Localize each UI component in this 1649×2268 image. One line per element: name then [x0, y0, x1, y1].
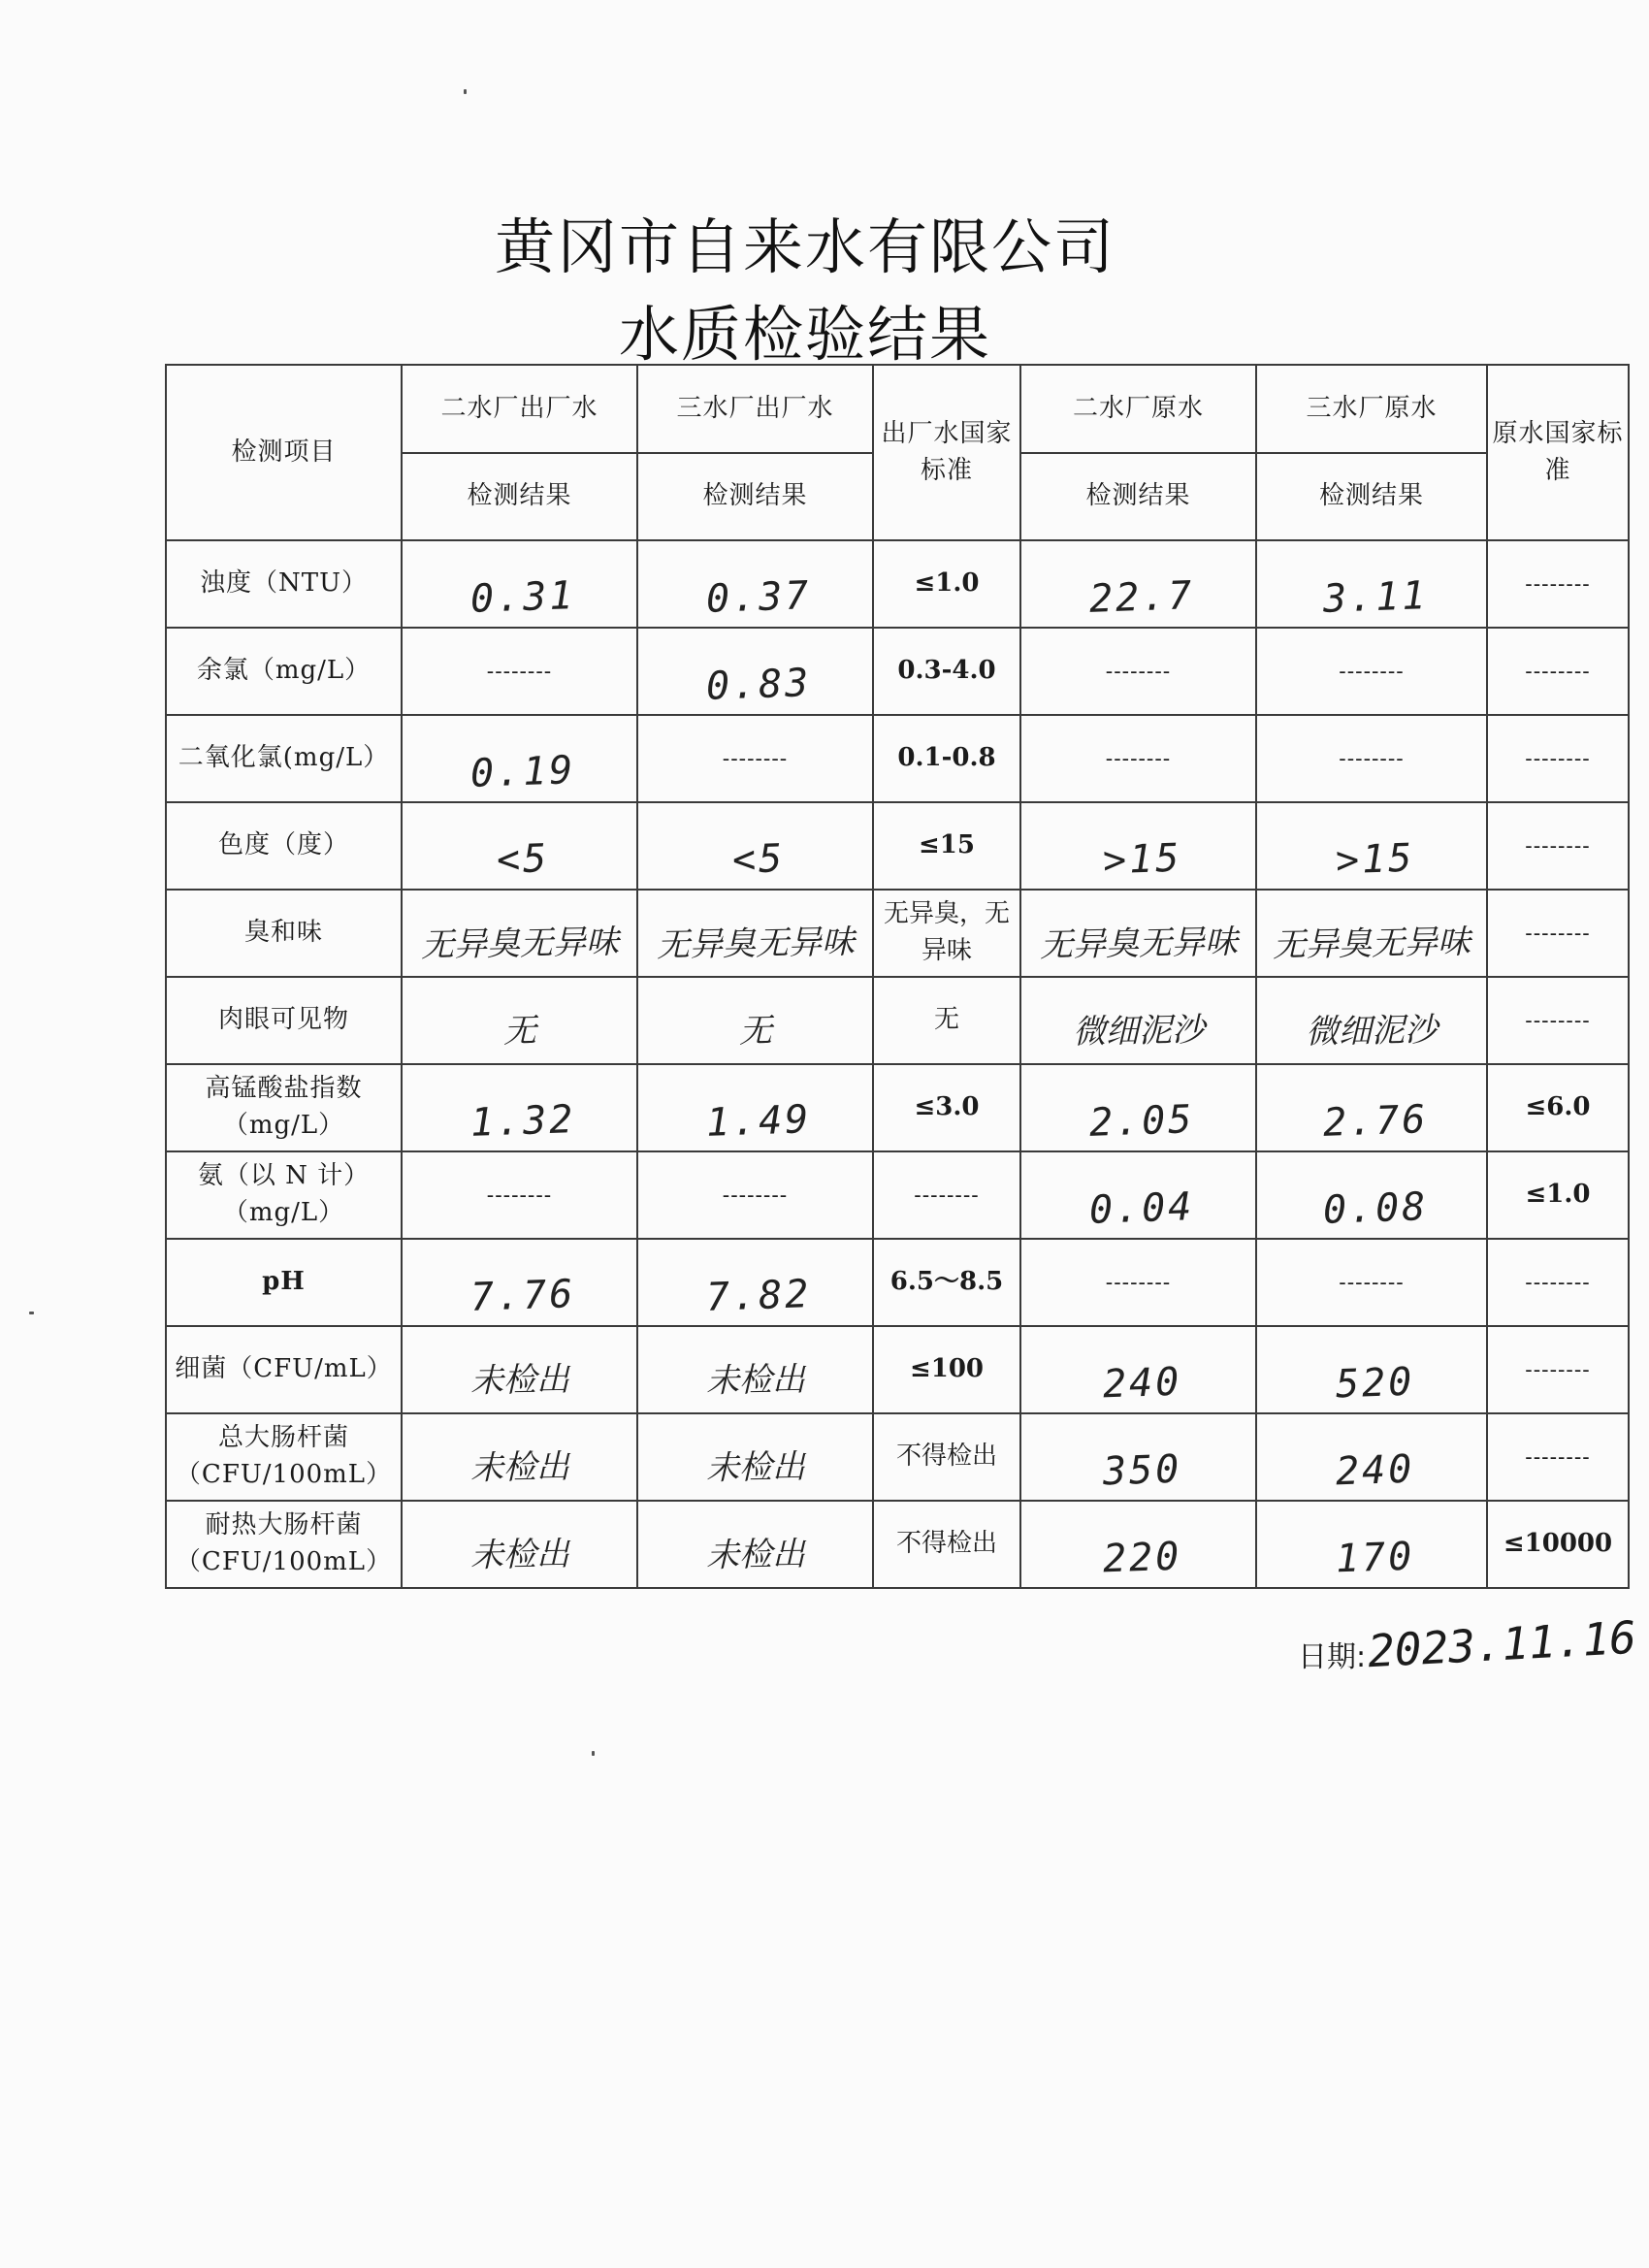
cell-p3out: [637, 628, 873, 715]
cell-p2raw-value: 2.05: [1088, 1097, 1196, 1146]
cell-p2out: [402, 1239, 637, 1326]
cell-p2out-value: <5: [496, 836, 551, 883]
header-plant2-raw: 二水厂原水: [1020, 365, 1256, 453]
cell-raw_std-value: --------: [1525, 922, 1591, 947]
cell-item: [166, 1239, 402, 1326]
cell-item-value: 色度（度）: [217, 830, 349, 860]
cell-raw_std-value: --------: [1525, 660, 1591, 685]
date-value: 2023.11.16: [1366, 1610, 1638, 1678]
cell-p3raw: [1256, 802, 1487, 890]
cell-p3out: [637, 1413, 873, 1501]
cell-p2raw-value: 350: [1102, 1446, 1182, 1495]
scan-speck: [464, 89, 467, 94]
cell-out_std: [873, 1501, 1020, 1588]
cell-p2out: [402, 1326, 637, 1413]
cell-p2raw-value: 微细泥沙: [1072, 1011, 1205, 1053]
cell-p3out-value: 未检出: [705, 1447, 805, 1489]
header-plant3-out: 三水厂出厂水: [637, 365, 873, 453]
cell-item-value: 二氧化氯(mg/L）: [178, 743, 390, 773]
cell-p2raw-value: 0.04: [1088, 1184, 1196, 1233]
cell-p3out: [637, 802, 873, 890]
cell-raw_std-value: ≤1.0: [1525, 1180, 1591, 1210]
cell-raw_std-value: ≤6.0: [1525, 1092, 1591, 1122]
scan-speck: [592, 1751, 595, 1756]
table-row: [166, 890, 1629, 977]
header-out-standard: 出厂水国家标准: [873, 365, 1020, 540]
cell-out_std: [873, 1064, 1020, 1151]
cell-item: [166, 1326, 402, 1413]
header-plant2-out: 二水厂出厂水: [402, 365, 637, 453]
cell-p2out-value: --------: [486, 660, 553, 685]
cell-p2raw: [1020, 802, 1256, 890]
cell-p2out-value: 未检出: [469, 1447, 569, 1489]
cell-out_std: [873, 1413, 1020, 1501]
cell-out_std-value: --------: [914, 1183, 980, 1209]
cell-out_std-value: ≤1.0: [914, 568, 980, 599]
cell-raw_std-value: --------: [1525, 1009, 1591, 1034]
table-row: [166, 540, 1629, 628]
cell-p3out-value: <5: [731, 836, 787, 883]
cell-p2out: [402, 715, 637, 802]
cell-p2raw-value: --------: [1105, 747, 1172, 772]
cell-p2raw: [1020, 977, 1256, 1064]
cell-p2raw-value: 220: [1102, 1534, 1182, 1582]
cell-p2raw-value: >15: [1102, 835, 1182, 884]
cell-p3out-value: 0.83: [705, 661, 813, 709]
cell-out_std-value: 无: [933, 1005, 959, 1035]
cell-p3out: [637, 1326, 873, 1413]
cell-out_std-value: 6.5～8.5: [889, 1267, 1004, 1297]
cell-p3out: [637, 1151, 873, 1239]
cell-p2out: [402, 1413, 637, 1501]
cell-p3out-value: 7.82: [705, 1272, 813, 1320]
water-quality-table: [165, 364, 1630, 1589]
cell-p3raw: [1256, 1064, 1487, 1151]
cell-p3raw: [1256, 1151, 1487, 1239]
cell-raw_std-value: --------: [1525, 1271, 1591, 1296]
cell-p3out: [637, 540, 873, 628]
cell-raw_std: [1487, 1413, 1629, 1501]
cell-out_std: [873, 1326, 1020, 1413]
cell-raw_std: [1487, 1151, 1629, 1239]
cell-raw_std: [1487, 540, 1629, 628]
header-result-3: 检测结果: [1020, 453, 1256, 540]
cell-p3raw: [1256, 540, 1487, 628]
cell-out_std: [873, 1151, 1020, 1239]
cell-p2raw: [1020, 1064, 1256, 1151]
cell-p2raw: [1020, 1151, 1256, 1239]
cell-p3raw-value: --------: [1339, 1271, 1405, 1296]
cell-out_std-value: 无异臭，无异味: [883, 899, 1010, 965]
cell-item: [166, 540, 402, 628]
cell-p3out-value: 无: [738, 1012, 772, 1052]
cell-item-value: 高锰酸盐指数（mg/L）: [205, 1074, 363, 1140]
cell-item: [166, 977, 402, 1064]
cell-raw_std-value: --------: [1525, 1358, 1591, 1383]
cell-p2out-value: 未检出: [469, 1535, 569, 1576]
cell-p2out-value: 0.31: [469, 573, 577, 622]
cell-p3out-value: 1.49: [705, 1097, 813, 1146]
cell-item: [166, 1501, 402, 1588]
cell-p2out: [402, 1151, 637, 1239]
cell-p3raw: [1256, 890, 1487, 977]
cell-p3raw-value: 170: [1335, 1534, 1416, 1582]
cell-p3out: [637, 1501, 873, 1588]
cell-p3raw: [1256, 977, 1487, 1064]
cell-p2out-value: 无: [502, 1012, 536, 1052]
table-row: [166, 1501, 1629, 1588]
cell-p2raw-value: --------: [1105, 1271, 1172, 1296]
cell-item-value: 臭和味: [243, 918, 323, 948]
cell-raw_std: [1487, 628, 1629, 715]
cell-item-value: 细菌（CFU/mL）: [175, 1354, 393, 1384]
cell-p2out-value: 1.32: [469, 1097, 577, 1146]
cell-p2out: [402, 890, 637, 977]
header-result-1: 检测结果: [402, 453, 637, 540]
cell-item-value: 总大肠杆菌（CFU/100mL）: [175, 1423, 393, 1489]
cell-p3raw-value: 520: [1335, 1359, 1416, 1408]
cell-out_std-value: 0.1-0.8: [897, 743, 996, 773]
cell-raw_std-value: --------: [1525, 572, 1591, 598]
cell-out_std: [873, 540, 1020, 628]
report-title: 水质检验结果: [618, 299, 991, 370]
cell-out_std: [873, 890, 1020, 977]
cell-item: [166, 802, 402, 890]
cell-out_std-value: ≤100: [909, 1354, 985, 1384]
header-raw-standard: 原水国家标准: [1487, 365, 1629, 540]
cell-item: [166, 1413, 402, 1501]
cell-p2raw: [1020, 1239, 1256, 1326]
cell-p3out: [637, 977, 873, 1064]
cell-p3out: [637, 1239, 873, 1326]
table-row: [166, 1413, 1629, 1501]
cell-p3raw: [1256, 1413, 1487, 1501]
cell-p2out: [402, 540, 637, 628]
table-row: [166, 715, 1629, 802]
cell-p3raw: [1256, 715, 1487, 802]
cell-out_std: [873, 628, 1020, 715]
cell-item-value: 氨（以 N 计）（mg/L）: [197, 1161, 371, 1227]
cell-p2out: [402, 977, 637, 1064]
cell-p3out-value: 未检出: [705, 1360, 805, 1402]
header-result-4: 检测结果: [1256, 453, 1487, 540]
cell-p3raw-value: 2.76: [1322, 1097, 1429, 1146]
cell-p2raw-value: 无异臭无异味: [1039, 923, 1238, 966]
cell-p3out: [637, 890, 873, 977]
cell-raw_std: [1487, 802, 1629, 890]
cell-p2raw-value: --------: [1105, 660, 1172, 685]
cell-out_std: [873, 977, 1020, 1064]
cell-out_std-value: 不得检出: [895, 1442, 997, 1472]
cell-p2out: [402, 628, 637, 715]
cell-p2raw: [1020, 890, 1256, 977]
cell-raw_std: [1487, 890, 1629, 977]
cell-p3raw-value: --------: [1339, 747, 1405, 772]
scan-speck: [29, 1312, 34, 1314]
cell-raw_std-value: --------: [1525, 1445, 1591, 1471]
cell-raw_std-value: --------: [1525, 834, 1591, 859]
cell-p3out-value: 0.37: [705, 573, 813, 622]
cell-p3raw: [1256, 1501, 1487, 1588]
cell-p3out-value: 无异臭无异味: [656, 923, 855, 966]
cell-p2out-value: --------: [486, 1183, 553, 1209]
cell-raw_std: [1487, 1239, 1629, 1326]
cell-item-value: 浊度（NTU）: [199, 568, 368, 599]
cell-p2raw: [1020, 1326, 1256, 1413]
cell-p2out-value: 无异臭无异味: [420, 923, 619, 966]
cell-p3raw-value: 240: [1335, 1446, 1416, 1495]
cell-raw_std: [1487, 977, 1629, 1064]
cell-p2out-value: 7.76: [469, 1272, 577, 1320]
cell-p2out-value: 0.19: [469, 748, 577, 796]
cell-p3out-value: --------: [722, 1183, 789, 1209]
header-plant3-raw: 三水厂原水: [1256, 365, 1487, 453]
cell-p3raw-value: 无异臭无异味: [1272, 923, 1471, 966]
table-row: [166, 628, 1629, 715]
table-row: [166, 1064, 1629, 1151]
cell-p2raw: [1020, 628, 1256, 715]
cell-item-value: 肉眼可见物: [217, 1005, 349, 1035]
table-row: [166, 1151, 1629, 1239]
cell-p2raw-value: 240: [1102, 1359, 1182, 1408]
cell-p2raw: [1020, 715, 1256, 802]
cell-out_std-value: 不得检出: [895, 1529, 997, 1559]
cell-raw_std: [1487, 715, 1629, 802]
cell-out_std: [873, 802, 1020, 890]
cell-p3raw: [1256, 628, 1487, 715]
cell-p2raw: [1020, 1501, 1256, 1588]
table-row: [166, 1326, 1629, 1413]
cell-item: [166, 1151, 402, 1239]
cell-p3raw-value: 3.11: [1322, 573, 1429, 622]
table-row: [166, 977, 1629, 1064]
cell-p2raw: [1020, 540, 1256, 628]
cell-p3raw-value: >15: [1335, 835, 1416, 884]
cell-p3raw-value: --------: [1339, 660, 1405, 685]
cell-p2raw: [1020, 1413, 1256, 1501]
cell-out_std-value: 0.3-4.0: [897, 656, 996, 686]
cell-p3out-value: 未检出: [705, 1535, 805, 1576]
cell-item: [166, 628, 402, 715]
cell-item-value: 耐热大肠杆菌（CFU/100mL）: [175, 1510, 393, 1576]
cell-out_std: [873, 1239, 1020, 1326]
table-row: [166, 1239, 1629, 1326]
cell-p3out: [637, 1064, 873, 1151]
cell-item: [166, 890, 402, 977]
cell-item-value: pH: [262, 1267, 306, 1297]
cell-raw_std-value: ≤10000: [1503, 1529, 1613, 1559]
header-result-2: 检测结果: [637, 453, 873, 540]
cell-item: [166, 715, 402, 802]
cell-p2out: [402, 1501, 637, 1588]
cell-p2out: [402, 1064, 637, 1151]
cell-p3raw: [1256, 1239, 1487, 1326]
cell-p3out-value: --------: [722, 747, 789, 772]
table-row: [166, 802, 1629, 890]
cell-p3raw: [1256, 1326, 1487, 1413]
cell-p3raw-value: 0.08: [1322, 1184, 1429, 1233]
cell-p2out-value: 未检出: [469, 1360, 569, 1402]
cell-out_std: [873, 715, 1020, 802]
cell-raw_std: [1487, 1326, 1629, 1413]
cell-raw_std-value: --------: [1525, 747, 1591, 772]
company-title: 黄冈市自来水有限公司: [494, 211, 1116, 282]
cell-out_std-value: ≤15: [919, 830, 975, 860]
cell-out_std-value: ≤3.0: [914, 1092, 980, 1122]
cell-item: [166, 1064, 402, 1151]
cell-raw_std: [1487, 1064, 1629, 1151]
cell-p2out: [402, 802, 637, 890]
cell-p2raw-value: 22.7: [1088, 573, 1196, 622]
cell-item-value: 余氯（mg/L）: [196, 656, 372, 686]
date-label: 日期:: [1298, 1640, 1367, 1674]
cell-p3out: [637, 715, 873, 802]
cell-raw_std: [1487, 1501, 1629, 1588]
cell-p3raw-value: 微细泥沙: [1305, 1011, 1439, 1053]
header-item: 检测项目: [166, 365, 402, 540]
